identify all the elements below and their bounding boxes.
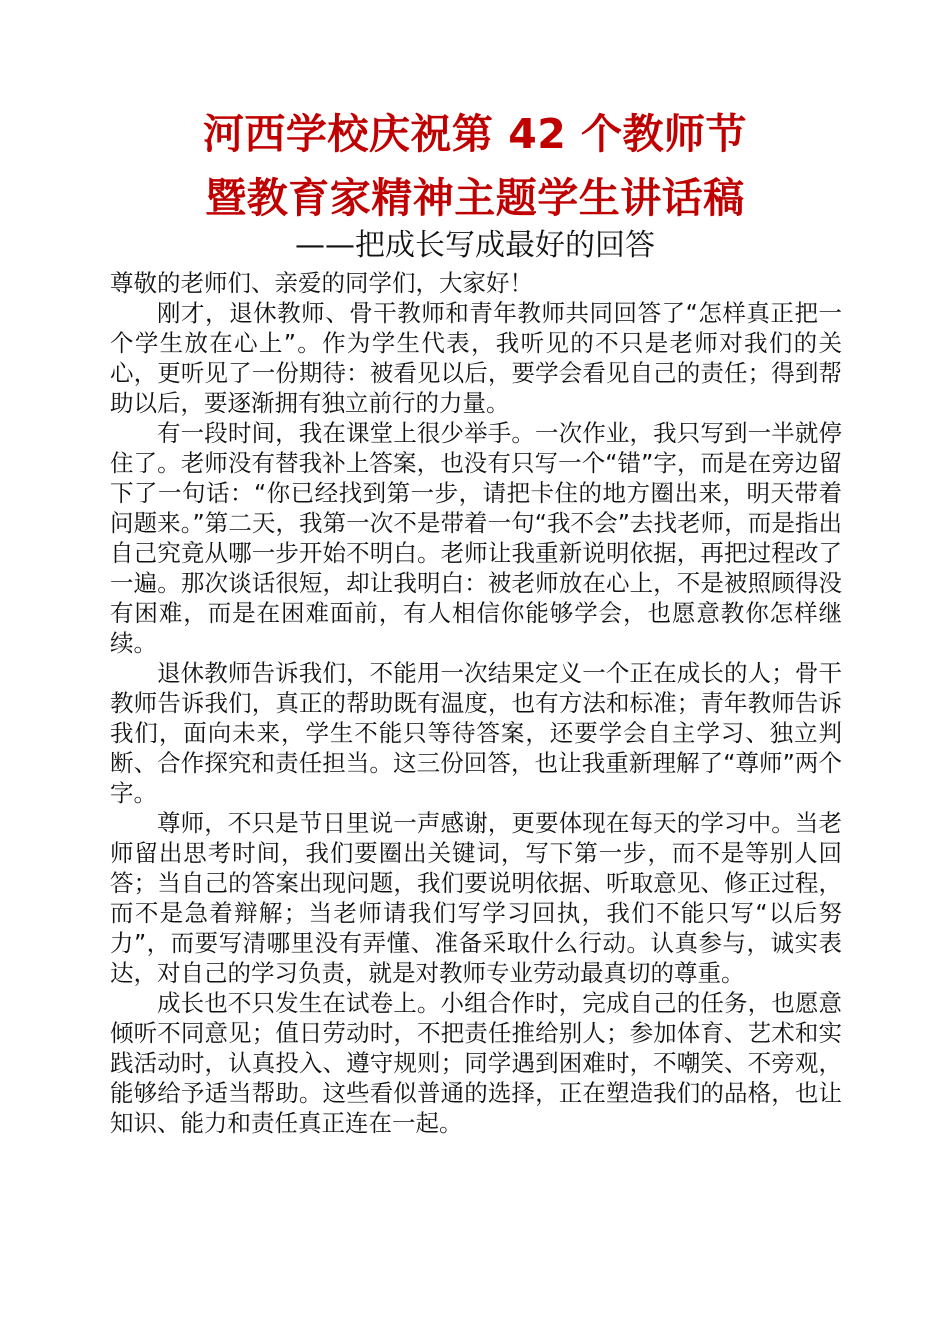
- greeting: 尊敬的老师们、亲爱的同学们，大家好！: [110, 269, 533, 297]
- title-line-1: 河西学校庆祝第 42 个教师节: [202, 110, 748, 158]
- speech-body: [110, 268, 842, 1138]
- paragraph-5: 成长也不只发生在试卷上。小组合作时，完成自己的任务，也愿意倾听不同意见；值日劳动时，不把责任推给别人；参加体育、艺术和实践活动时，认真投入、遵守规则；同学遇到困难时，不嘲笑、不旁观，能够给予适当帮助。这些看似普通的选择，正在塑造我们的品格，也让知识、能力和责任真正连在一起。: [110, 989, 842, 1137]
- paragraph-3: 退休教师告诉我们，不能用一次结果定义一个正在成长的人；骨干教师告诉我们，真正的帮助既有温度，也有方法和标准；青年教师告诉我们，面向未来，学生不能只等待答案，还要学会自主学习、独立判断、合作探究和责任担当。这三份回答，也让我重新理解了“尊师”两个字。: [110, 659, 842, 807]
- paragraph-4: 尊师，不只是节日里说一声感谢，更要体现在每天的学习中。当老师留出思考时间，我们要圈出关键词，写下第一步，而不是等别人回答；当自己的答案出现问题，我们要说明依据、听取意见、修正过程，而不是急着辩解；当老师请我们写学习回执，我们不能只写“以后努力”，而要写清哪里没有弄懂、准备采取什么行动。认真参与，诚实表达，对自己的学习负责，就是对教师专业劳动最真切的尊重。: [110, 809, 842, 987]
- title-line-2: 暨教育家精神主题学生讲话稿: [205, 174, 745, 222]
- paragraph-2: 有一段时间，我在课堂上很少举手。一次作业，我只写到一半就停住了。老师没有替我补上答案，也没有只写一个“错”字，而是在旁边留下了一句话：“你已经找到第一步，请把卡住的地方圈出来，明天带着问题来。”第二天，我第一次不是带着一句“我不会”去找老师，而是指出自己究竟从哪一步开始不明白。老师让我重新说明依据，再把过程改了一遍。那次谈话很短，却让我明白：被老师放在心上，不是被照顾得没有困难，而是在困难面前，有人相信你能够学会，也愿意教你怎样继续。: [110, 419, 842, 657]
- paragraph-1: 刚才，退休教师、骨干教师和青年教师共同回答了“怎样真正把一个学生放在心上”。作为学生代表，我听见的不只是老师对我们的关心，更听见了一份期待：被看见以后，要学会看见自己的责任；得到帮助以后，要逐渐拥有独立前行的力量。: [110, 299, 842, 417]
- subtitle: ——把成长写成最好的回答: [295, 228, 655, 263]
